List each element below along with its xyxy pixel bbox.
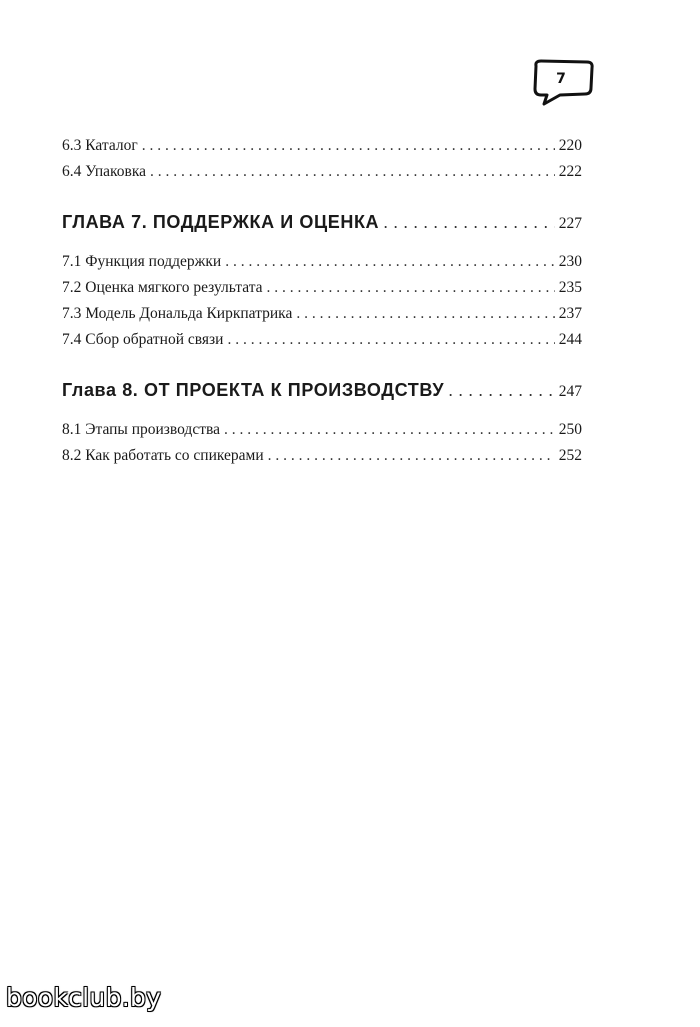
- chapter-title: ГЛАВА 7. ПОДДЕРЖКА И ОЦЕНКА: [62, 212, 380, 232]
- toc-entry-page: 252: [558, 447, 582, 464]
- toc-entry-page: 230: [558, 253, 582, 270]
- toc-chapter-7[interactable]: [62, 207, 582, 237]
- toc-entry-label: 7.1 Функция поддержки: [62, 253, 222, 270]
- toc-entry-page: 244: [558, 331, 582, 348]
- watermark-logo: bookclub.by: [6, 983, 162, 1012]
- page-number: 7: [556, 71, 566, 87]
- toc-entry-label: 7.2 Оценка мягкого результата: [62, 279, 263, 296]
- dot-leader: [142, 133, 555, 159]
- toc-entry-8-2[interactable]: [62, 443, 582, 469]
- toc-entry-page: 235: [558, 279, 582, 296]
- toc-entry-label: 6.3 Каталог: [62, 137, 138, 154]
- toc-entry-label: 7.4 Сбор обратной связи: [62, 331, 224, 348]
- dot-leader: [267, 275, 555, 301]
- toc-entry-6-4[interactable]: [62, 159, 582, 185]
- toc-entry-page: 222: [558, 163, 582, 180]
- toc-chapter-8[interactable]: [62, 375, 582, 405]
- dot-leader: [227, 327, 554, 353]
- dot-leader: [448, 375, 555, 405]
- toc-entry-7-3[interactable]: [62, 301, 582, 327]
- toc-entry-6-3[interactable]: [62, 133, 582, 159]
- page-number-badge: [530, 58, 598, 108]
- chapter-title: Глава 8. ОТ ПРОЕКТА К ПРОИЗВОДСТВУ: [62, 380, 445, 400]
- toc-entry-label: 7.3 Модель Дональда Киркпатрика: [62, 305, 293, 322]
- toc-entry-7-2[interactable]: [62, 275, 582, 301]
- toc-entry-7-1[interactable]: [62, 249, 582, 275]
- toc-entry-page: 237: [558, 305, 582, 322]
- toc-entry-7-4[interactable]: [62, 327, 582, 353]
- dot-leader: [150, 159, 555, 185]
- dot-leader: [225, 249, 555, 275]
- chapter-page: 227: [558, 215, 582, 232]
- table-of-contents: [62, 133, 582, 469]
- dot-leader: [383, 207, 555, 237]
- dot-leader: [224, 417, 555, 443]
- dot-leader: [296, 301, 554, 327]
- chapter-page: 247: [558, 383, 582, 400]
- toc-entry-label: 6.4 Упаковка: [62, 163, 147, 180]
- toc-entry-page: 250: [558, 421, 582, 438]
- toc-entry-label: 8.2 Как работать со спикерами: [62, 447, 264, 464]
- toc-entry-label: 8.1 Этапы производства: [62, 421, 220, 438]
- toc-entry-8-1[interactable]: [62, 417, 582, 443]
- dot-leader: [268, 443, 555, 469]
- toc-entry-page: 220: [558, 137, 582, 154]
